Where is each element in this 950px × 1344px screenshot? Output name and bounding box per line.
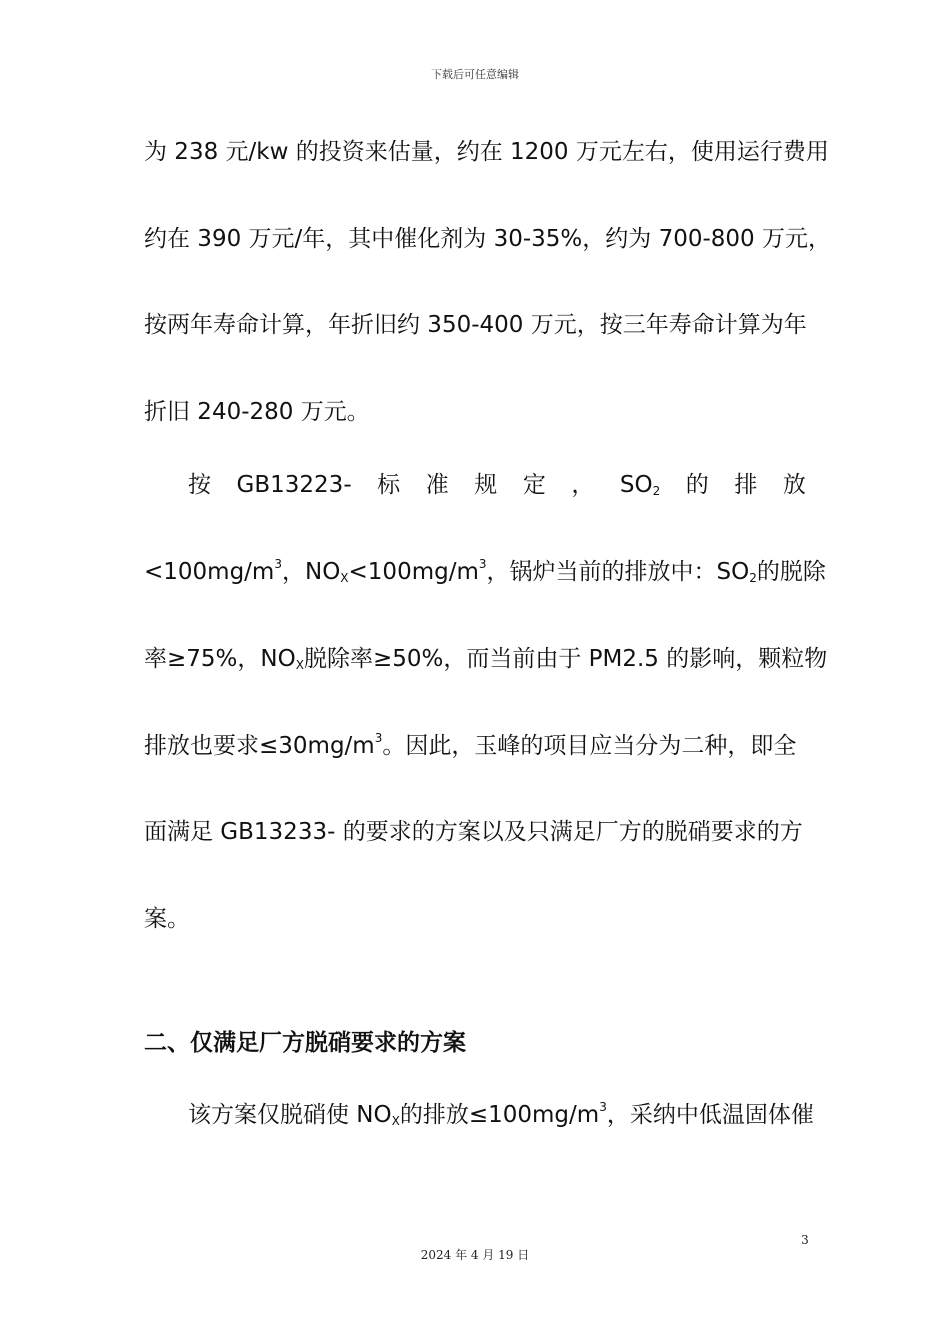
body-line-8: 排放也要求$\le 30mg/m^3$。因此，玉峰的项目应当分为二种，即全 bbox=[144, 731, 797, 759]
body-line-2: 约在 390 万元/年，其中催化剂为 30-35%，约为 700-800 万元， bbox=[144, 226, 831, 252]
word: 按 bbox=[188, 472, 211, 498]
word: 标 bbox=[377, 472, 401, 498]
word: 规 bbox=[474, 472, 498, 498]
word: 的 bbox=[685, 472, 709, 498]
body-line-3: 按两年寿命计算，年折旧约 350-400 万元，按三年寿命计算为年 bbox=[144, 312, 807, 338]
word: 放 bbox=[782, 472, 806, 498]
section-heading: 二、仅满足厂方脱硝要求的方案 bbox=[144, 1030, 466, 1056]
body-line-4: 折旧 240-280 万元。 bbox=[144, 399, 370, 425]
body-line-10: 案。 bbox=[144, 906, 190, 932]
word: 排 bbox=[734, 472, 758, 498]
body-line-9: 面满足 GB13233- 的要求的方案以及只满足厂方的脱硝要求的方 bbox=[144, 819, 803, 845]
page-number: 3 bbox=[801, 1233, 809, 1247]
body-line-6: $<100mg/m^3$，$NO_X<100mg/m^3$，锅炉当前的排放中：$SO_2$的脱除 bbox=[144, 557, 826, 585]
body-line-1: 为 238 元/kw 的投资来估量，约在 1200 万元左右，使用运行费用 bbox=[144, 139, 829, 165]
body-line-5 bbox=[188, 469, 806, 501]
formula-so2: $SO_2$ bbox=[619, 472, 661, 498]
body-line-11: 该方案仅脱硝使 $NO_X$的排放$\le 100mg/m^3$，采纳中低温固体催 bbox=[188, 1100, 814, 1128]
word: 准 bbox=[425, 472, 449, 498]
body-line-7: 率≥75%，$NO_X$脱除率≥50%，而当前由于 PM2.5 的影响，颗粒物 bbox=[144, 646, 828, 672]
word: ， bbox=[571, 472, 595, 498]
word: GB13223- bbox=[236, 472, 352, 498]
page-header: 下载后可任意编辑 bbox=[431, 68, 519, 81]
word: 定 bbox=[522, 472, 546, 498]
page-footer-date: 2024 年 4 月 19 日 bbox=[420, 1248, 530, 1262]
